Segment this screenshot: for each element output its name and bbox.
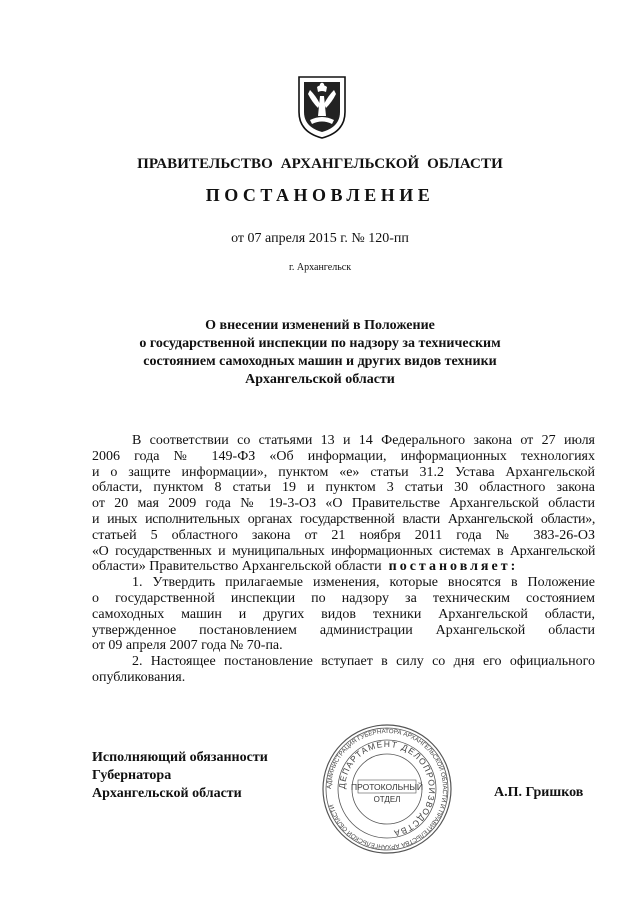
body-line: утвержденное постановлением администрации Архангельской области [92,622,595,638]
document-date-number: от 07 апреля 2015 г. № 120-пп [231,231,409,246]
title-line: состоянием самоходных машин и других видов техники [143,354,497,369]
signatory-position-line: Исполняющий обязанности [92,750,268,765]
body-line: опубликования. [92,669,186,685]
body-line: самоходных машин и других видов техники Архангельской области, [92,606,595,622]
stamp-center-line2: ОТДЕЛ [373,795,401,804]
organization-name: ПРАВИТЕЛЬСТВО АРХАНГЕЛЬСКОЙ ОБЛАСТИ [137,156,503,172]
signatory-position-line: Архангельской области [92,786,242,801]
body-line: 1. Утвердить прилагаемые изменения, которые вносятся в Положение [132,575,595,591]
stamp-inner-text: ДЕПАРТАМЕНТ ДЕЛОПРОИЗВОДСТВА [336,738,438,839]
body-line: В соответствии со статьями 13 и 14 Федерального закона от 27 июля [132,433,595,448]
body-line: о государственной инспекции по надзору за техническим состоянием [92,590,595,606]
signatory-position [92,749,268,803]
document-body [92,433,595,686]
body-line: и иных исполнительных органах государственной власти Архангельской области», [92,511,595,527]
body-line: 2006 года № 149-ФЗ «Об информации, информационных технологиях [92,448,595,464]
title-line: о государственной инспекции по надзору за техническим [139,336,501,351]
body-line: от 09 апреля 2007 года № 70-па. [92,638,283,654]
signatory-name: А.П. Гришков [494,785,584,800]
body-line: статьей 5 областного закона от 21 ноября 2011 года № 383-26-ОЗ [92,527,595,543]
body-line: области, пунктом 8 статьи 19 и пунктом 3 статьи 30 областного закона [92,480,595,496]
title-line: Архангельской области [245,372,395,387]
stamp-center-line1: ПРОТОКОЛЬНЫЙ [351,782,423,792]
body-line: от 20 мая 2009 года № 19-3-ОЗ «О Правительстве Архангельской области [92,496,595,512]
signatory-position-line: Губернатора [92,768,172,783]
document-title [0,317,640,389]
stamp-outer-text: АДМИНИСТРАЦИЯ ГУБЕРНАТОРА АРХАНГЕЛЬСКОЙ ОБЛАСТИ И ПРАВИТЕЛЬСТВА АРХАНГЕЛЬСКОЙ ОБЛАСТИ [325,727,449,851]
decree-colon: : [510,559,516,575]
decree-word: постановляет [388,559,511,575]
body-line: «О государственных и муниципальных информационных системах в Архангельской [92,543,595,559]
body-line-decree [92,559,595,575]
official-stamp [320,722,454,856]
title-line: О внесении изменений в Положение [205,318,435,333]
body-line: и о защите информации», пунктом «е» статьи 31.2 Устава Архангельской [92,464,595,480]
coat-of-arms-icon [296,74,348,140]
document-city: г. Архангельск [288,262,352,273]
document-type: ПОСТАНОВЛЕНИЕ [205,185,435,205]
preamble-last-text: области» Правительство Архангельской области [92,559,382,575]
body-line: 2. Настоящее постановление вступает в силу со дня его официального [132,654,595,670]
